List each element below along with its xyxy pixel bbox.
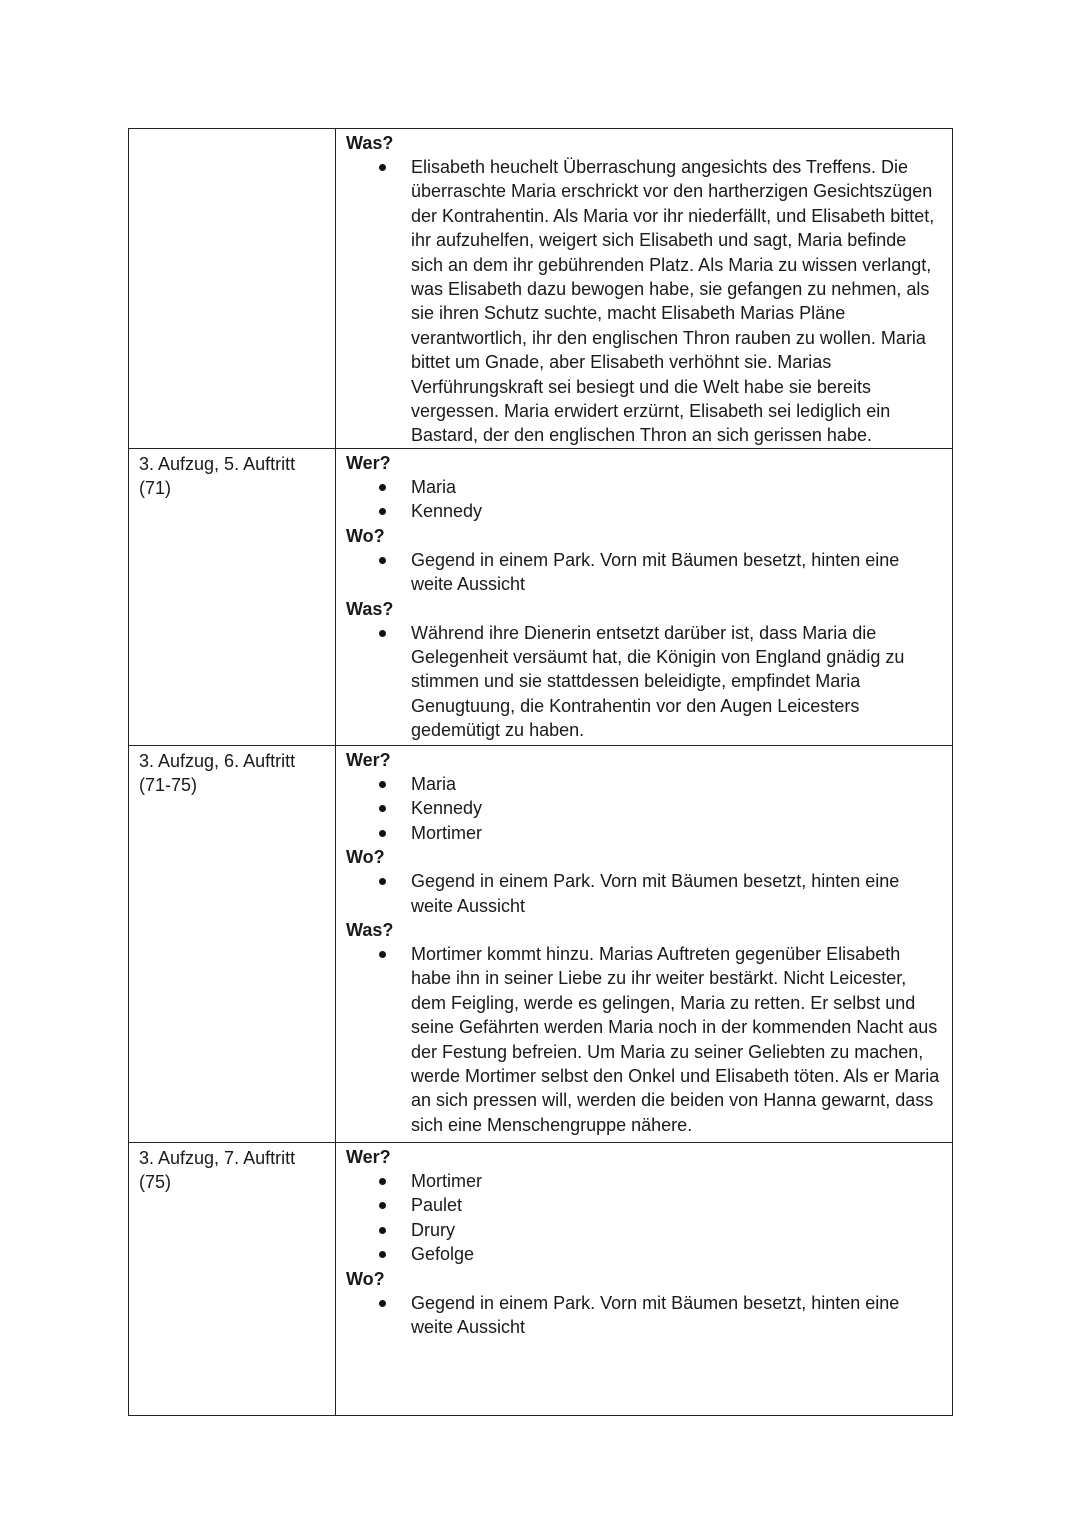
section-heading: Wer? bbox=[346, 1147, 391, 1167]
section-heading: Wer? bbox=[346, 453, 391, 473]
list-item: Kennedy bbox=[346, 499, 942, 523]
scene-pages: (71-75) bbox=[139, 775, 198, 795]
section-heading: Wo? bbox=[346, 525, 385, 546]
list-item: Gegend in einem Park. Vorn mit Bäumen besetzt, hinten eine weite Aussicht bbox=[346, 869, 942, 918]
scene-content-cell bbox=[336, 746, 953, 1143]
scene-label-cell bbox=[129, 129, 336, 449]
list-item: Gegend in einem Park. Vorn mit Bäumen besetzt, hinten eine weite Aussicht bbox=[346, 548, 942, 597]
table-row bbox=[129, 1143, 953, 1416]
section-heading: Wer? bbox=[346, 750, 391, 770]
section-heading: Wo? bbox=[346, 1268, 385, 1289]
scene-content-cell bbox=[336, 1143, 953, 1416]
scene-label-cell bbox=[129, 1143, 336, 1416]
list-item: Kennedy bbox=[346, 796, 942, 820]
list-item: Paulet bbox=[346, 1193, 942, 1217]
bullet-list bbox=[346, 621, 942, 743]
scene-act: 3. Aufzug, 7. Auftritt bbox=[139, 1148, 296, 1168]
list-item: Elisabeth heuchelt Überraschung angesichts des Treffens. Die überraschte Maria erschrickt vor den hartherzigen Gesichtszügen der Kontrahentin. Als Maria vor ihr niederfällt, und Elisabeth bittet, ihr aufzuhelfen, weigert sich Elisabeth und sagt, Maria befinde sich an dem ihr gebührenden Platz. Als Maria zu wissen verlangt, was Elisabeth dazu bewogen habe, sie gefangen zu nehmen, als sie ihren Schutz suchte, macht Elisabeth Marias Pläne verantwortlich, ihr den englischen Thron rauben zu wollen. Maria bittet um Gnade, aber Elisabeth verhöhnt sie. Marias Verführungskraft sei besiegt und die Welt habe sie bereits vergessen. Maria erwidert erzürnt, Elisabeth sei lediglich ein Bastard, der den englischen Thron an sich gerissen habe. bbox=[346, 155, 942, 448]
list-item: Während ihre Dienerin entsetzt darüber ist, dass Maria die Gelegenheit versäumt hat, die Königin von England gnädig zu stimmen und sie stattdessen beleidigte, empfindet Maria Genugtuung, die Kontrahentin vor den Augen Leicesters gedemütigt zu haben. bbox=[346, 621, 942, 743]
section-heading: Was? bbox=[346, 920, 394, 941]
scene-label-cell bbox=[129, 746, 336, 1143]
section-heading: Wo? bbox=[346, 847, 385, 868]
scene-act: 3. Aufzug, 5. Auftritt bbox=[139, 454, 296, 474]
table-row bbox=[129, 129, 953, 449]
bullet-list bbox=[346, 155, 942, 448]
table-row bbox=[129, 746, 953, 1143]
list-item: Mortimer kommt hinzu. Marias Auftreten gegenüber Elisabeth habe ihn in seiner Liebe zu ihr weiter bestärkt. Nicht Leicester, dem Feigling, werde es gelingen, Maria zu retten. Er selbst und seine Gefährten werden Maria noch in der kommenden Nacht aus der Festung befreien. Um Maria zu seiner Geliebten zu machen, werde Mortimer selbst den Onkel und Elisabeth töten. Als er Maria an sich pressen will, werden die beiden von Hanna gewarnt, dass sich eine Menschengruppe nähere. bbox=[346, 942, 942, 1137]
list-item: Maria bbox=[346, 772, 942, 796]
list-item: Mortimer bbox=[346, 1169, 942, 1193]
bullet-list bbox=[346, 1169, 942, 1267]
bullet-list bbox=[346, 869, 942, 918]
list-item: Gefolge bbox=[346, 1242, 942, 1266]
bullet-list bbox=[346, 475, 942, 524]
list-item: Gegend in einem Park. Vorn mit Bäumen besetzt, hinten eine weite Aussicht bbox=[346, 1291, 942, 1340]
scene-content-cell bbox=[336, 129, 953, 449]
list-item: Mortimer bbox=[346, 821, 942, 845]
scene-content-cell bbox=[336, 449, 953, 746]
bullet-list bbox=[346, 772, 942, 845]
bullet-list bbox=[346, 942, 942, 1137]
table-row bbox=[129, 449, 953, 746]
scene-act: 3. Aufzug, 6. Auftritt bbox=[139, 751, 296, 771]
scene-pages: (75) bbox=[139, 1172, 172, 1192]
bullet-list bbox=[346, 1291, 942, 1340]
scene-pages: (71) bbox=[139, 478, 172, 498]
scene-table bbox=[128, 128, 953, 1416]
bullet-list bbox=[346, 548, 942, 597]
list-item: Drury bbox=[346, 1218, 942, 1242]
scene-label-cell bbox=[129, 449, 336, 746]
section-heading: Was? bbox=[346, 598, 394, 619]
list-item: Maria bbox=[346, 475, 942, 499]
section-heading: Was? bbox=[346, 133, 394, 153]
